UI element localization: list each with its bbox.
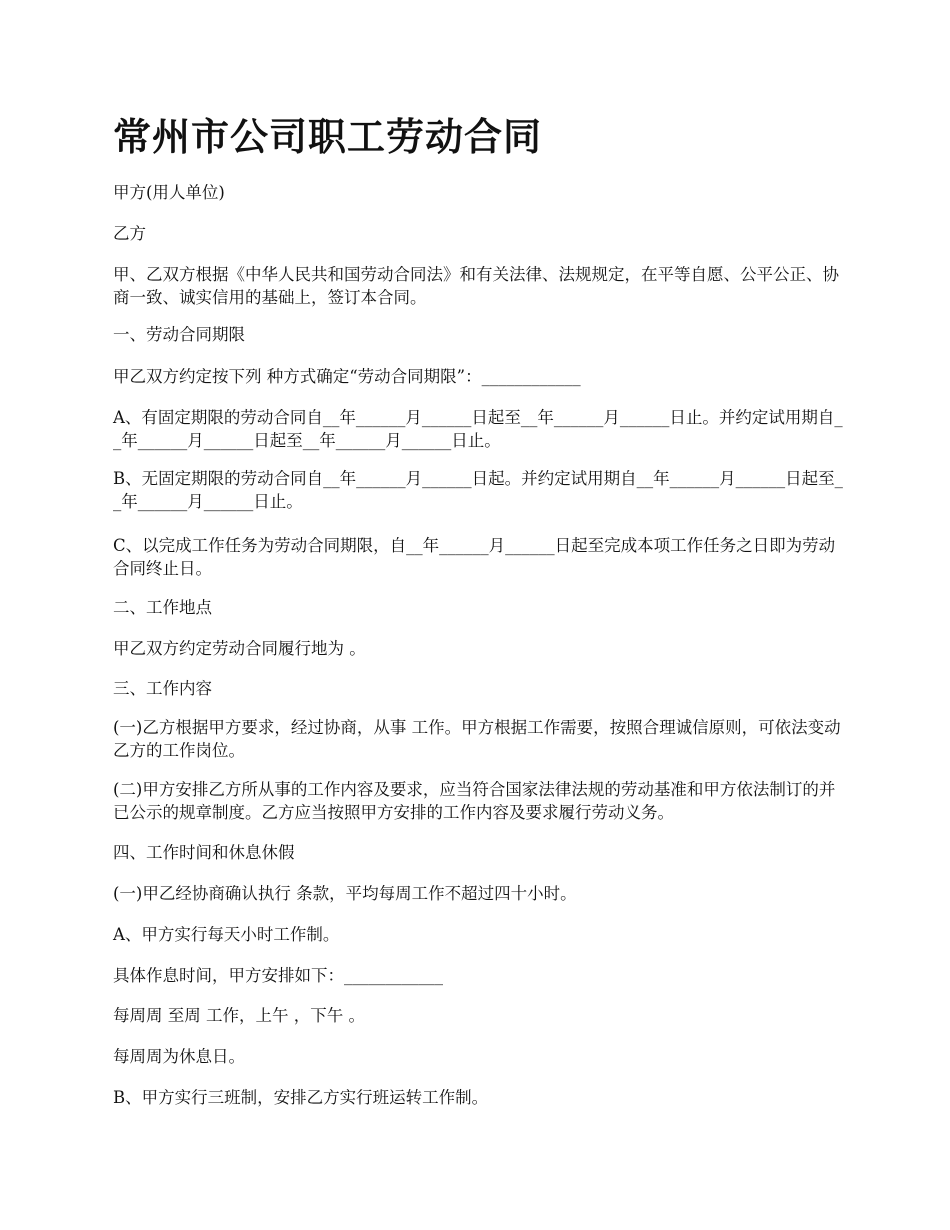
preamble-paragraph: 甲、乙双方根据《中华人民共和国劳动合同法》和有关法律、法规规定，在平等自愿、公平公正、协商一致、诚实信用的基础上，签订本合同。 [113,265,839,307]
section-heading-working-hours: 四、工作时间和休息休假 [113,843,295,862]
party-b-line: 乙方 [113,224,146,243]
work-content-item-1: (一)乙方根据甲方要求，经过协商，从事 工作。甲方根据工作需要，按照合理诚信原则，可依法变动乙方的工作岗位。 [113,718,841,760]
rest-day-line: 每周周为休息日。 [113,1047,245,1066]
term-option-c: C、以完成工作任务为劳动合同期限，自__年______月______日起至完成本项工作任务之日即为劳动合同终止日。 [113,536,836,578]
party-a-line: 甲方(用人单位) [113,183,225,202]
working-hours-item-1: (一)甲乙经协商确认执行 条款，平均每周工作不超过四十小时。 [113,884,577,903]
term-method-line: 甲乙双方约定按下列 种方式确定“劳动合同期限”：____________ [113,367,581,386]
working-hours-option-a: A、甲方实行每天小时工作制。 [113,925,340,944]
schedule-line: 具体作息时间，甲方安排如下：____________ [113,966,443,985]
weekly-work-line: 每周周 至周 工作，上午 ，下午 。 [113,1006,365,1025]
work-location-line: 甲乙双方约定劳动合同履行地为 。 [113,639,366,658]
section-heading-contract-term: 一、劳动合同期限 [113,325,245,344]
working-hours-option-b: B、甲方实行三班制，安排乙方实行班运转工作制。 [113,1088,489,1107]
section-heading-work-location: 二、工作地点 [113,598,212,617]
work-content-item-2: (二)甲方安排乙方所从事的工作内容及要求，应当符合国家法律法规的劳动基准和甲方依法制订的并已公示的规章制度。乙方应当按照甲方安排的工作内容及要求履行劳动义务。 [113,780,836,822]
term-option-a: A、有固定期限的劳动合同自__年______月______日起至__年______月______日止。并约定试用期自__年______月______日起至__年______月______日止。 [113,408,843,450]
term-option-b: B、无固定期限的劳动合同自__年______月______日起。并约定试用期自__年______月______日起至__年______月______日止。 [113,469,843,511]
document-title: 常州市公司职工劳动合同 [113,115,543,159]
section-heading-work-content: 三、工作内容 [113,679,212,698]
